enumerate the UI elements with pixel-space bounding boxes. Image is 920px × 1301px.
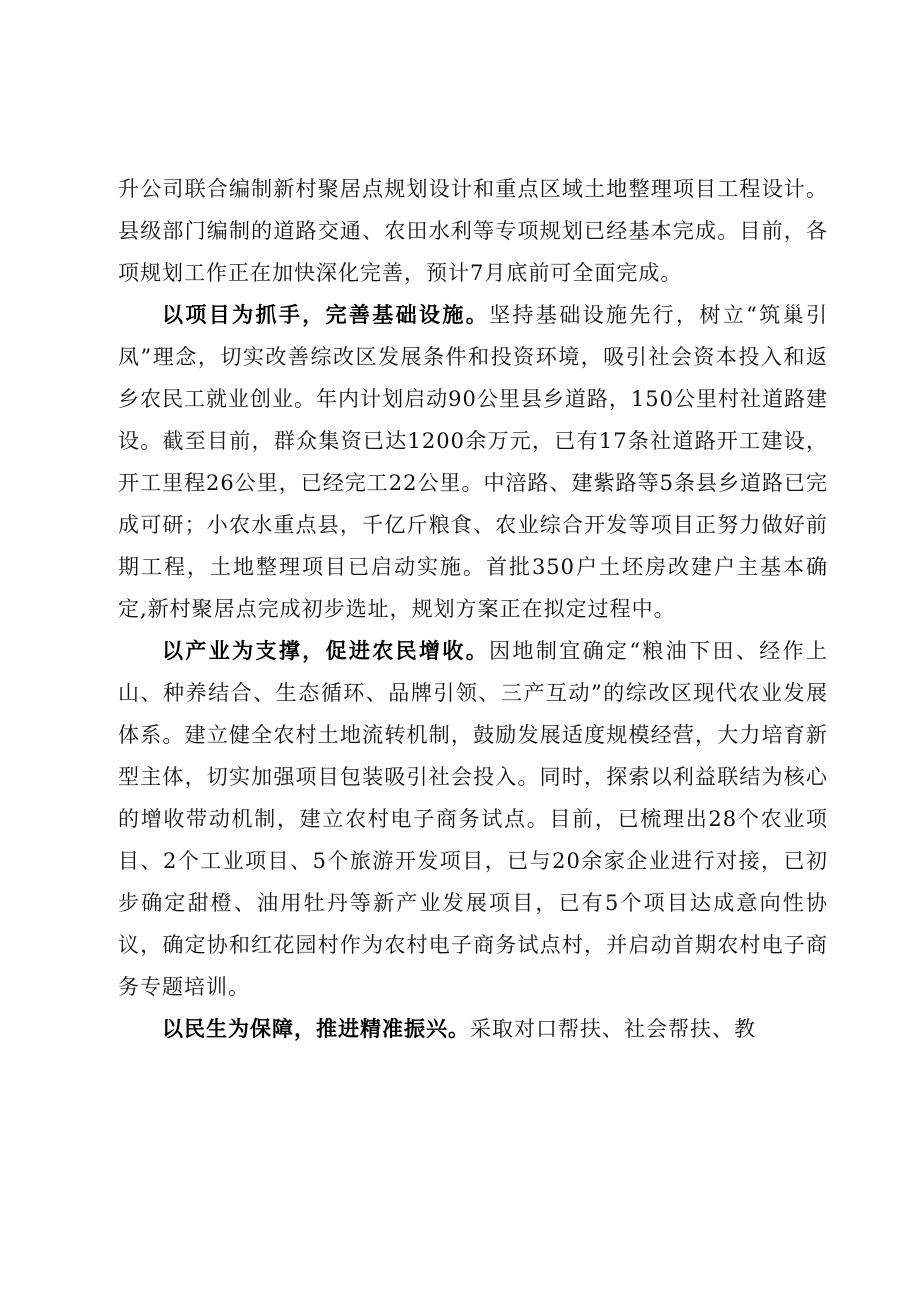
- paragraph-industry: [118, 630, 828, 1008]
- paragraph-continuation: [118, 168, 828, 294]
- paragraph-text: 坚持基础设施先行，树立“筑巢引凤”理念，切实改善综改区发展条件和投资环境，吸引社会资本投入和返乡农民工就业创业。年内计划启动90公里县乡道路，150公里村社道路建设。截至目前，群众集资已达1200余万元，已有17条社道路开工建设，开工里程26公里，已经完工22公里。中涪路、建紫路等5条县乡道路已完成可研；小农水重点县，千亿斤粮食、农业综合开发等项目正努力做好前期工程，土地整理项目已启动实施。首批350户土坯房改建户主基本确定,新村聚居点完成初步选址，规划方案正在拟定过程中。: [118, 303, 828, 621]
- paragraph-infrastructure: [118, 294, 828, 630]
- document-body: [118, 168, 828, 1050]
- paragraph-text: 因地制宜确定“粮油下田、经作上山、种养结合、生态循环、品牌引领、三产互动”的综改区现代农业发展体系。建立健全农村土地流转机制，鼓励发展适度规模经营，大力培育新型主体，切实加强项目包装吸引社会投入。同时，探索以利益联结为核心的增收带动机制，建立农村电子商务试点。目前，已梳理出28个农业项目、2个工业项目、5个旅游开发项目，已与20余家企业进行对接，已初步确定甜橙、油用牡丹等新产业发展项目，已有5个项目达成意向性协议，确定协和红花园村作为农村电子商务试点村，并启动首期农村电子商务专题培训。: [118, 639, 828, 999]
- paragraph-text: 采取对口帮扶、社会帮扶、教: [470, 1017, 756, 1041]
- paragraph-heading: 以项目为抓手，完善基础设施。: [162, 303, 490, 327]
- paragraph-livelihood: [118, 1008, 828, 1050]
- paragraph-text: 升公司联合编制新村聚居点规划设计和重点区域土地整理项目工程设计。县级部门编制的道路交通、农田水利等专项规划已经基本完成。目前，各项规划工作正在加快深化完善，预计7月底前可全面完成。: [118, 177, 828, 285]
- paragraph-heading: 以产业为支撑，促进农民增收。: [162, 639, 490, 663]
- paragraph-heading: 以民生为保障，推进精准振兴。: [162, 1017, 470, 1041]
